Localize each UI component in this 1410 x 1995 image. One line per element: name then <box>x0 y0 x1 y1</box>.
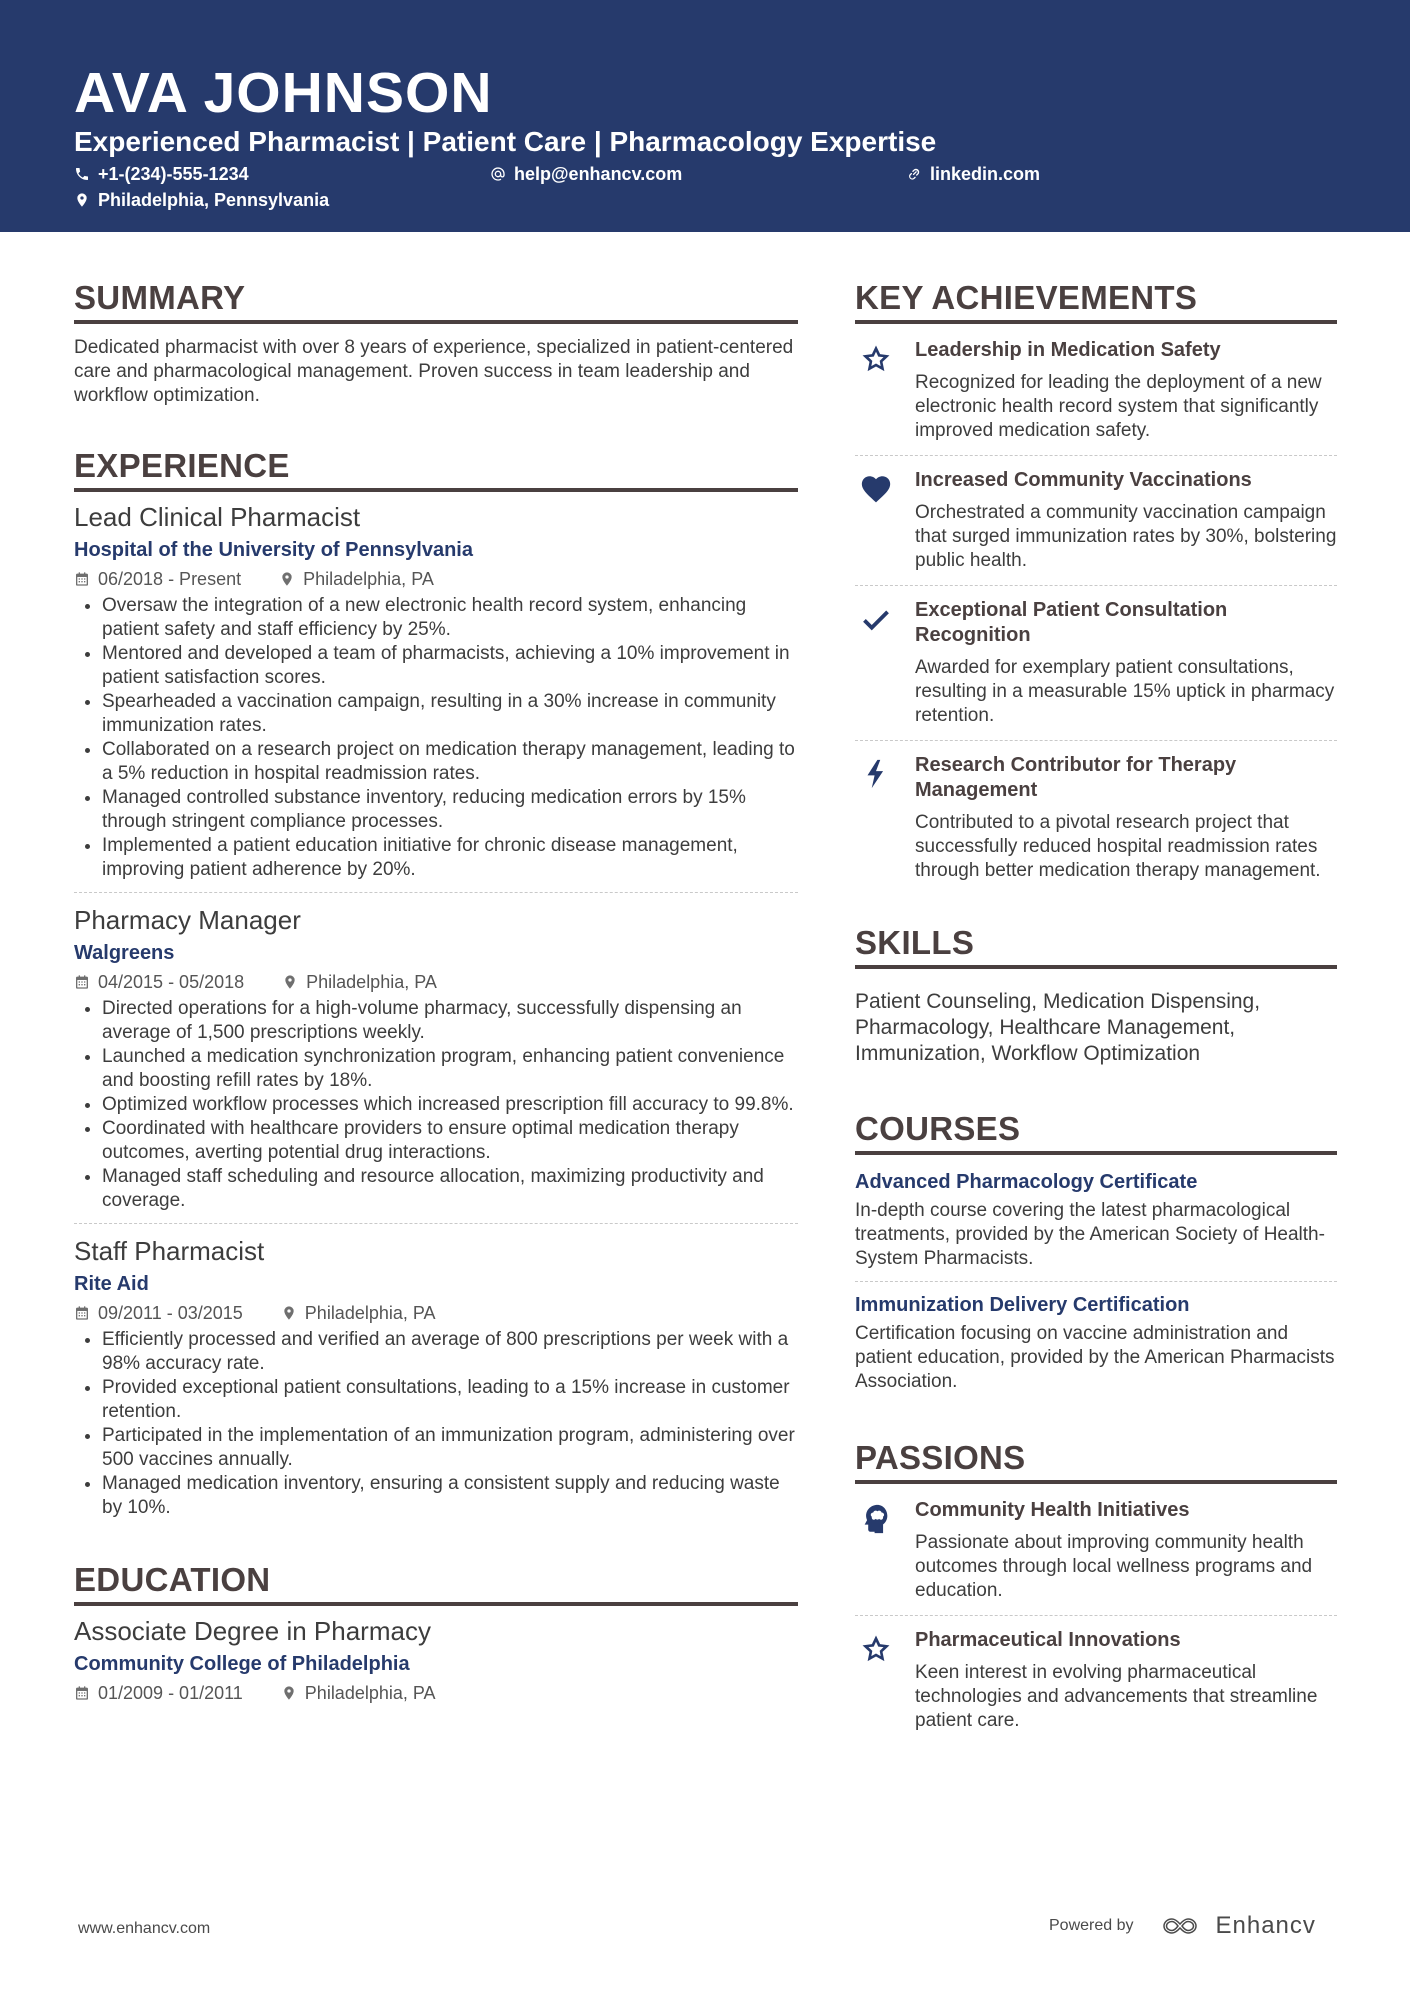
education-dates: 01/2009 - 01/2011 <box>98 1683 243 1703</box>
job-meta <box>74 1300 798 1326</box>
location-pin-icon <box>279 571 295 587</box>
job-title: Pharmacy Manager <box>74 905 301 935</box>
achievement-desc: Orchestrated a community vaccination campaign that surged immunization rates by 30%, bolstering public health. <box>915 502 1337 571</box>
email-text: help@enhancv.com <box>514 164 683 184</box>
job-title: Staff Pharmacist <box>74 1236 265 1266</box>
candidate-headline: Experienced Pharmacist | Patient Care | Pharmacology Expertise <box>74 126 937 157</box>
calendar-icon <box>74 571 90 587</box>
job-location: Philadelphia, PA <box>304 1303 436 1323</box>
section-title-achievements: KEY ACHIEVEMENTS <box>855 278 1337 324</box>
achievement-desc: Awarded for exemplary patient consultations, resulting in a measurable 15% uptick in pharmacy retention. <box>915 657 1335 726</box>
passion-item <box>855 1615 1337 1745</box>
star-icon <box>859 1632 893 1666</box>
achievement-desc: Recognized for leading the deployment of a new electronic health record system that significantly improved medication safety. <box>915 372 1322 441</box>
skills-text: Patient Counseling, Medication Dispensing, Pharmacology, Healthcare Management, Immunization, Workflow Optimization <box>855 990 1261 1065</box>
job-location: Philadelphia, PA <box>303 569 434 589</box>
location-text: Philadelphia, Pennsylvania <box>98 190 330 210</box>
powered-by-text: Powered by <box>1049 1917 1134 1934</box>
section-title-education: EDUCATION <box>74 1560 798 1606</box>
job-entry <box>74 1223 798 1530</box>
school-name: Community College of Philadelphia <box>74 1653 410 1675</box>
job-meta <box>74 566 798 592</box>
list-item: • Collaborated on a research project on medication therapy management, leading to a 5% reduction in hospital readmission rates. <box>102 738 798 786</box>
list-item: • Managed medication inventory, ensuring a consistent supply and reducing waste by 10%. <box>102 1472 798 1520</box>
checkmark-icon <box>859 602 893 636</box>
summary-section <box>74 278 798 408</box>
footer-website[interactable]: www.enhancv.com <box>78 1920 211 1937</box>
list-item: • Managed controlled substance inventory, reducing medication errors by 15% through stringent compliance processes. <box>102 786 798 834</box>
list-item: • Oversaw the integration of a new electronic health record system, enhancing patient safety and staff efficiency by 25%. <box>102 594 798 642</box>
heart-icon <box>859 472 893 506</box>
phone-text: +1-(234)-555-1234 <box>98 164 249 184</box>
course-title: Advanced Pharmacology Certificate <box>855 1171 1198 1193</box>
contact-linkedin[interactable] <box>906 162 1040 186</box>
education-section <box>74 1560 798 1716</box>
course-desc: In-depth course covering the latest pharmacological treatments, provided by the American Society of Health-System Pharmacists. <box>855 1200 1325 1269</box>
location-pin-icon <box>281 1305 297 1321</box>
lightning-icon <box>859 757 893 791</box>
job-bullets <box>74 1328 798 1520</box>
passion-title: Pharmaceutical Innovations <box>915 1629 1181 1651</box>
achievement-item <box>855 326 1337 455</box>
link-icon <box>906 166 922 182</box>
enhancv-logo[interactable] <box>1160 1912 1316 1940</box>
brand-name: Enhancv <box>1215 1912 1316 1939</box>
job-dates: 09/2011 - 03/2015 <box>98 1303 243 1323</box>
phone-icon <box>74 166 90 182</box>
resume-header <box>0 0 1410 232</box>
head-brain-icon <box>859 1502 893 1536</box>
contact-email[interactable] <box>490 162 682 186</box>
passion-desc: Keen interest in evolving pharmaceutical technologies and advancements that streamline patient care. <box>915 1662 1318 1731</box>
job-meta <box>74 969 798 995</box>
job-company: Rite Aid <box>74 1273 149 1295</box>
experience-section <box>74 446 798 1530</box>
calendar-icon <box>74 1685 90 1701</box>
section-title-summary: SUMMARY <box>74 278 798 324</box>
list-item: • Efficiently processed and verified an average of 800 prescriptions per week with a 98% accuracy rate. <box>102 1328 798 1376</box>
section-title-skills: SKILLS <box>855 923 1337 969</box>
location-pin-icon <box>282 974 298 990</box>
achievement-item <box>855 585 1337 740</box>
list-item: • Provided exceptional patient consultations, leading to a 15% increase in customer retention. <box>102 1376 798 1424</box>
course-item <box>855 1281 1337 1404</box>
list-item: • Implemented a patient education initiative for chronic disease management, improving patient adherence by 20%. <box>102 834 798 882</box>
passion-desc: Passionate about improving community health outcomes through local wellness programs and education. <box>915 1532 1313 1601</box>
achievement-title: Increased Community Vaccinations <box>915 469 1252 491</box>
list-item: • Optimized workflow processes which increased prescription fill accuracy to 99.8%. <box>102 1093 798 1117</box>
left-column <box>74 278 798 1716</box>
section-title-experience: EXPERIENCE <box>74 446 798 492</box>
job-bullets <box>74 594 798 882</box>
achievement-item <box>855 740 1337 895</box>
education-location: Philadelphia, PA <box>304 1683 436 1703</box>
job-title: Lead Clinical Pharmacist <box>74 502 361 532</box>
achievement-title: Exceptional Patient Consultation Recognition <box>915 599 1228 646</box>
passion-title: Community Health Initiatives <box>915 1499 1190 1521</box>
passion-item <box>855 1486 1337 1615</box>
degree-title: Associate Degree in Pharmacy <box>74 1616 431 1646</box>
job-dates: 04/2015 - 05/2018 <box>98 972 245 992</box>
achievement-title: Leadership in Medication Safety <box>915 339 1221 361</box>
calendar-icon <box>74 974 90 990</box>
job-dates: 06/2018 - Present <box>98 569 242 589</box>
candidate-name: AVA JOHNSON <box>74 61 493 125</box>
list-item: • Spearheaded a vaccination campaign, resulting in a 30% increase in community immunization rates. <box>102 690 798 738</box>
location-pin-icon <box>281 1685 297 1701</box>
infinity-icon <box>1160 1914 1208 1938</box>
achievement-item <box>855 455 1337 585</box>
contact-location <box>74 188 329 212</box>
job-location: Philadelphia, PA <box>306 972 437 992</box>
star-icon <box>859 342 893 376</box>
calendar-icon <box>74 1305 90 1321</box>
passions-section <box>855 1438 1337 1745</box>
education-entry <box>74 1614 798 1716</box>
job-entry <box>74 500 798 892</box>
course-desc: Certification focusing on vaccine administration and patient education, provided by the American Pharmacists Association. <box>855 1323 1335 1392</box>
at-sign-icon <box>490 166 506 182</box>
achievements-section <box>855 278 1337 895</box>
summary-text: Dedicated pharmacist with over 8 years of experience, specialized in patient-centered care and pharmacological management. Proven success in team leadership and workflow optimization. <box>74 337 794 406</box>
list-item: • Coordinated with healthcare providers to ensure optimal medication therapy outcomes, averting potential drug interactions. <box>102 1117 798 1165</box>
course-item <box>855 1159 1337 1281</box>
education-meta <box>74 1680 798 1706</box>
list-item: • Mentored and developed a team of pharmacists, achieving a 10% improvement in patient satisfaction scores. <box>102 642 798 690</box>
location-pin-icon <box>74 192 90 208</box>
section-title-courses: COURSES <box>855 1109 1337 1155</box>
skills-section <box>855 923 1337 1067</box>
job-bullets <box>74 997 798 1213</box>
achievement-title: Research Contributor for Therapy Management <box>915 754 1237 801</box>
courses-section <box>855 1109 1337 1404</box>
section-title-passions: PASSIONS <box>855 1438 1337 1484</box>
job-entry <box>74 892 798 1223</box>
contact-phone[interactable] <box>74 162 249 186</box>
right-column <box>855 278 1337 1745</box>
achievement-desc: Contributed to a pivotal research project that successfully reduced hospital readmission rates through better medication therapy management. <box>915 812 1321 881</box>
list-item: • Launched a medication synchronization program, enhancing patient convenience and boosting refill rates by 18%. <box>102 1045 798 1093</box>
job-company: Hospital of the University of Pennsylvania <box>74 539 473 561</box>
footer-branding <box>1049 1912 1316 1940</box>
list-item: • Managed staff scheduling and resource allocation, maximizing productivity and coverage. <box>102 1165 798 1213</box>
list-item: • Participated in the implementation of an immunization program, administering over 500 vaccines annually. <box>102 1424 798 1472</box>
linkedin-text: linkedin.com <box>930 164 1041 184</box>
course-title: Immunization Delivery Certification <box>855 1294 1190 1316</box>
list-item: • Directed operations for a high-volume pharmacy, successfully dispensing an average of 1,500 prescriptions weekly. <box>102 997 798 1045</box>
job-company: Walgreens <box>74 942 175 964</box>
